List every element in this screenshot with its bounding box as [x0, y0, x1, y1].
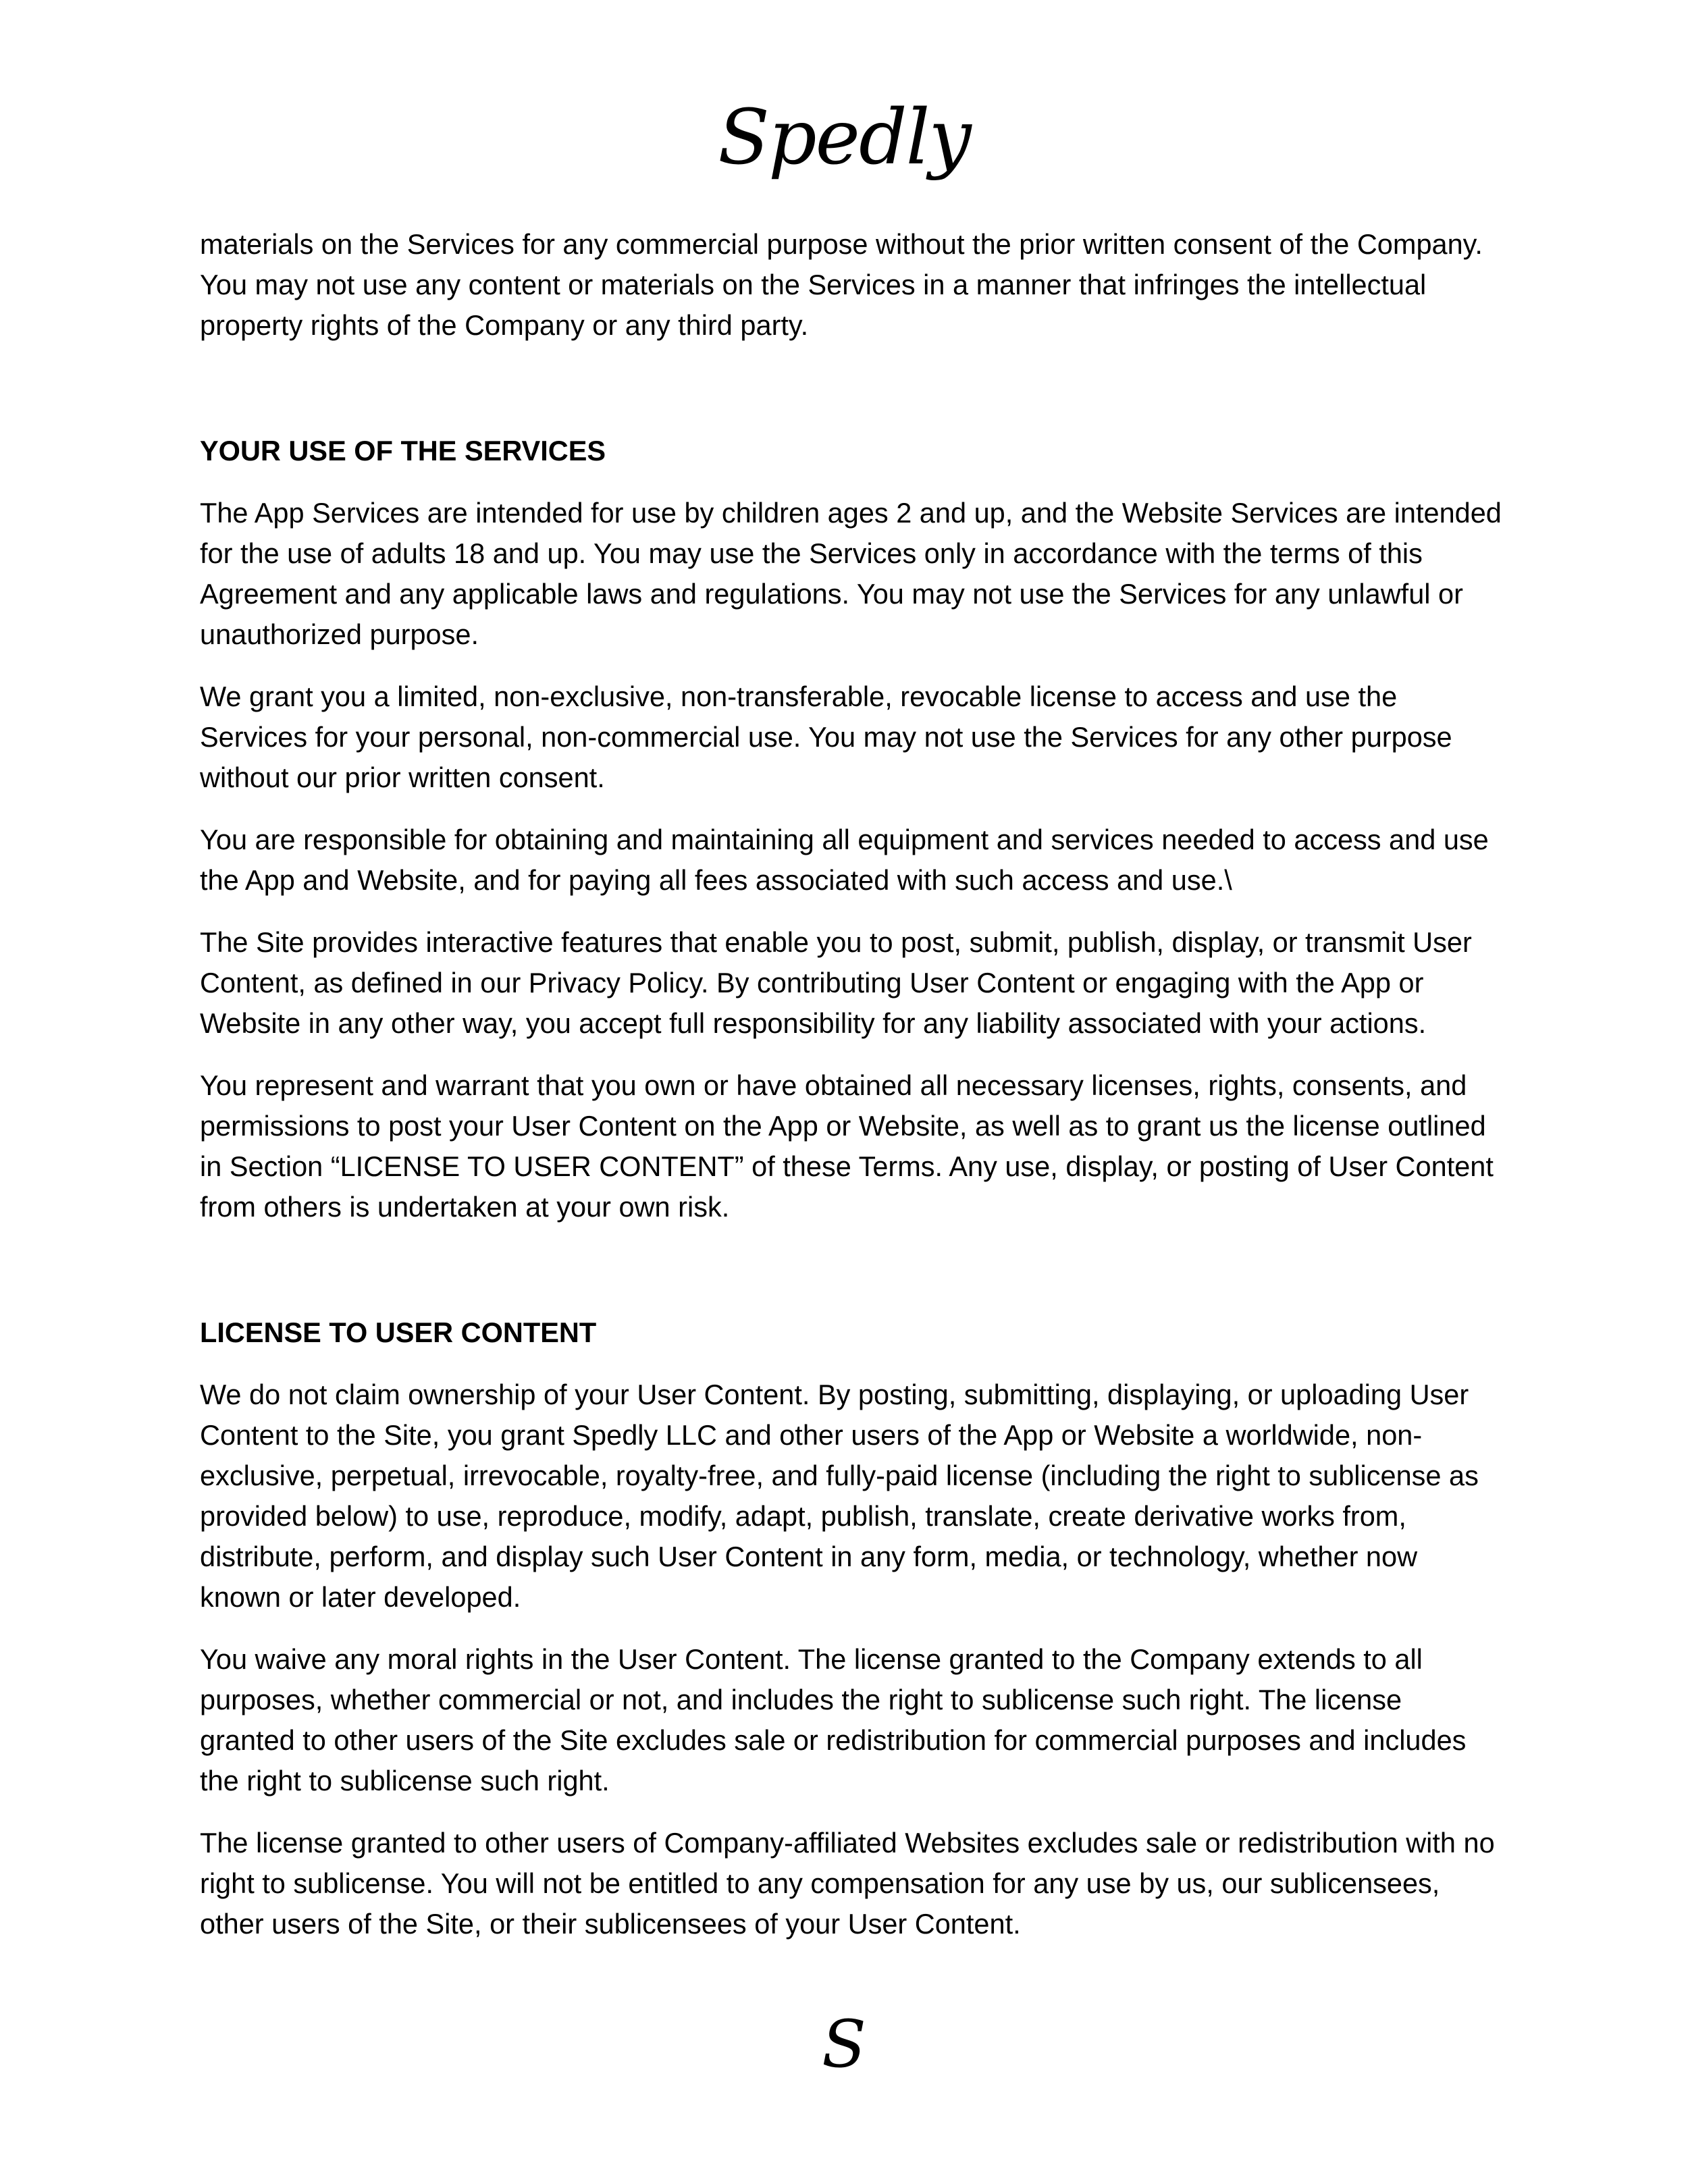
- paragraph-use-3: You are responsible for obtaining and maintaining all equipment and services needed to access and use the App and Website, and for paying all fees associated with such access and use.\: [200, 824, 1489, 896]
- intro-paragraph: materials on the Services for any commercial purpose without the prior written consent of the Company. You may not use any content or materials on the Services in a manner that infringes the intellectual property rights of the Company or any third party.: [200, 228, 1483, 341]
- paragraph-license-2: You waive any moral rights in the User Content. The license granted to the Company extends to all purposes, whether commercial or not, and includes the right to sublicense such right. The license granted to other users of the Site excludes sale or redistribution for commercial purposes and includes the right to sublicense such right.: [200, 1643, 1467, 1796]
- paragraph-use-1: The App Services are intended for use by children ages 2 and up, and the Website Services are intended for the use of adults 18 and up. You may use the Services only in accordance with the terms of this Agreement and any applicable laws and regulations. You may not use the Services for any unlawful or unauthorized purpose.: [200, 497, 1502, 650]
- section-heading-your-use: YOUR USE OF THE SERVICES: [200, 435, 606, 467]
- section-spacer: [200, 1249, 1503, 1312]
- paragraph-use-5: You represent and warrant that you own or have obtained all necessary licenses, rights, consents, and permissions to post your User Content on the App or Website, as well as to grant us the license outlined in Section “LICENSE TO USER CONTENT” of these Terms. Any use, display, or posting of User Content from others is undertaken at your own risk.: [200, 1069, 1494, 1223]
- section-heading-license: LICENSE TO USER CONTENT: [200, 1316, 597, 1348]
- paragraph-license-3: The license granted to other users of Company-affiliated Websites excludes sale or redistribution with no right to sublicense. You will not be entitled to any compensation for any use by us, our sublicensees, other users of the Site, or their sublicensees of your User Content.: [200, 1827, 1495, 1940]
- paragraph-use-4: The Site provides interactive features that enable you to post, submit, publish, display, or transmit User Content, as defined in our Privacy Policy. By contributing User Content or engaging with the App or Website in any other way, you accept full responsibility for any liability associated with your actions.: [200, 926, 1472, 1039]
- spedly-footer-mark: S: [822, 2006, 866, 2082]
- paragraph-use-2: We grant you a limited, non-exclusive, non-transferable, revocable license to access and use the Services for your personal, non-commercial use. You may not use the Services for any other purpose without our prior written consent.: [200, 681, 1452, 793]
- document-body: [200, 224, 1503, 1966]
- section-spacer: [200, 367, 1503, 431]
- spedly-logo: Spedly: [718, 94, 970, 182]
- paragraph-license-1: We do not claim ownership of your User Content. By posting, submitting, displaying, or uploading User Content to the Site, you grant Spedly LLC and other users of the App or Website a worldwide, non-exclusive, perpetual, irrevocable, royalty-free, and fully-paid license (including the right to sublicense as provided below) to use, reproduce, modify, adapt, publish, translate, create derivative works from, distribute, perform, and display such User Content in any form, media, or technology, whether now known or later developed.: [200, 1379, 1479, 1613]
